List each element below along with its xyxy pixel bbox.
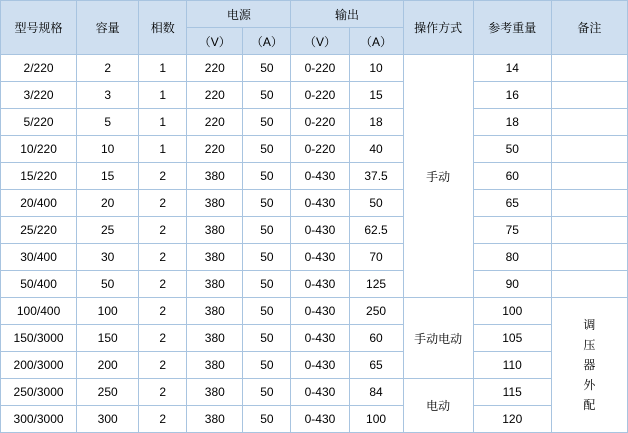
cell-power-current: 50 bbox=[243, 55, 291, 82]
cell-power-current: 50 bbox=[243, 379, 291, 406]
table-row bbox=[1, 55, 628, 82]
cell-model: 200/3000 bbox=[1, 352, 77, 379]
cell-power-voltage: 220 bbox=[187, 82, 243, 109]
cell-power-voltage: 380 bbox=[187, 271, 243, 298]
header-power-group: 电源 bbox=[187, 1, 291, 28]
cell-phases: 2 bbox=[139, 163, 187, 190]
cell-capacity: 10 bbox=[77, 136, 139, 163]
cell-model: 30/400 bbox=[1, 244, 77, 271]
cell-output-current: 50 bbox=[349, 190, 403, 217]
table-row bbox=[1, 271, 628, 298]
table-row bbox=[1, 82, 628, 109]
table-row bbox=[1, 244, 628, 271]
table-row bbox=[1, 352, 628, 379]
cell-capacity: 300 bbox=[77, 406, 139, 433]
cell-output-current: 84 bbox=[349, 379, 403, 406]
table-row bbox=[1, 298, 628, 325]
cell-power-current: 50 bbox=[243, 352, 291, 379]
cell-phases: 2 bbox=[139, 298, 187, 325]
cell-phases: 1 bbox=[139, 136, 187, 163]
cell-phases: 2 bbox=[139, 352, 187, 379]
cell-phases: 2 bbox=[139, 217, 187, 244]
cell-capacity: 2 bbox=[77, 55, 139, 82]
cell-power-voltage: 380 bbox=[187, 163, 243, 190]
cell-power-voltage: 380 bbox=[187, 190, 243, 217]
cell-model: 15/220 bbox=[1, 163, 77, 190]
cell-phases: 2 bbox=[139, 406, 187, 433]
cell-remark-empty bbox=[551, 109, 627, 136]
cell-power-voltage: 380 bbox=[187, 406, 243, 433]
cell-output-current: 65 bbox=[349, 352, 403, 379]
header-phases: 相数 bbox=[139, 1, 187, 55]
cell-weight: 50 bbox=[473, 136, 551, 163]
cell-output-current: 250 bbox=[349, 298, 403, 325]
cell-remark-empty bbox=[551, 244, 627, 271]
table-row bbox=[1, 109, 628, 136]
cell-model: 20/400 bbox=[1, 190, 77, 217]
cell-weight: 16 bbox=[473, 82, 551, 109]
header-weight: 参考重量 bbox=[473, 1, 551, 55]
cell-model: 25/220 bbox=[1, 217, 77, 244]
cell-power-current: 50 bbox=[243, 190, 291, 217]
cell-output-voltage: 0-430 bbox=[291, 379, 349, 406]
cell-phases: 2 bbox=[139, 244, 187, 271]
cell-remark-empty bbox=[551, 136, 627, 163]
cell-output-voltage: 0-220 bbox=[291, 136, 349, 163]
cell-weight: 100 bbox=[473, 298, 551, 325]
cell-weight: 75 bbox=[473, 217, 551, 244]
cell-phases: 1 bbox=[139, 109, 187, 136]
cell-output-current: 10 bbox=[349, 55, 403, 82]
header-power-voltage: （V） bbox=[187, 28, 243, 55]
cell-model: 2/220 bbox=[1, 55, 77, 82]
cell-output-voltage: 0-430 bbox=[291, 406, 349, 433]
header-power-current: （A） bbox=[243, 28, 291, 55]
cell-capacity: 250 bbox=[77, 379, 139, 406]
cell-weight: 120 bbox=[473, 406, 551, 433]
cell-power-current: 50 bbox=[243, 271, 291, 298]
cell-remark-empty bbox=[551, 271, 627, 298]
cell-weight: 65 bbox=[473, 190, 551, 217]
cell-power-current: 50 bbox=[243, 109, 291, 136]
cell-output-current: 70 bbox=[349, 244, 403, 271]
cell-output-voltage: 0-220 bbox=[291, 109, 349, 136]
cell-remark-empty bbox=[551, 217, 627, 244]
table-row bbox=[1, 136, 628, 163]
cell-power-current: 50 bbox=[243, 244, 291, 271]
cell-remark-empty bbox=[551, 55, 627, 82]
cell-remark-merged bbox=[551, 298, 627, 433]
cell-power-voltage: 380 bbox=[187, 298, 243, 325]
cell-phases: 2 bbox=[139, 271, 187, 298]
cell-output-current: 125 bbox=[349, 271, 403, 298]
cell-output-voltage: 0-220 bbox=[291, 55, 349, 82]
cell-power-current: 50 bbox=[243, 325, 291, 352]
cell-operation-mode: 手动 bbox=[403, 55, 473, 298]
cell-output-voltage: 0-430 bbox=[291, 271, 349, 298]
cell-output-current: 40 bbox=[349, 136, 403, 163]
cell-weight: 105 bbox=[473, 325, 551, 352]
cell-capacity: 15 bbox=[77, 163, 139, 190]
cell-output-current: 37.5 bbox=[349, 163, 403, 190]
table-row bbox=[1, 379, 628, 406]
cell-capacity: 150 bbox=[77, 325, 139, 352]
cell-operation-mode: 手动电动 bbox=[403, 298, 473, 379]
cell-output-current: 62.5 bbox=[349, 217, 403, 244]
cell-capacity: 200 bbox=[77, 352, 139, 379]
table-row bbox=[1, 325, 628, 352]
cell-power-current: 50 bbox=[243, 163, 291, 190]
cell-capacity: 25 bbox=[77, 217, 139, 244]
cell-capacity: 3 bbox=[77, 82, 139, 109]
cell-model: 150/3000 bbox=[1, 325, 77, 352]
cell-operation-mode: 电动 bbox=[403, 379, 473, 433]
cell-phases: 1 bbox=[139, 55, 187, 82]
cell-weight: 14 bbox=[473, 55, 551, 82]
cell-power-voltage: 220 bbox=[187, 55, 243, 82]
cell-output-current: 60 bbox=[349, 325, 403, 352]
cell-power-voltage: 380 bbox=[187, 244, 243, 271]
cell-capacity: 100 bbox=[77, 298, 139, 325]
cell-output-voltage: 0-430 bbox=[291, 298, 349, 325]
header-model: 型号规格 bbox=[1, 1, 77, 55]
cell-output-current: 15 bbox=[349, 82, 403, 109]
cell-phases: 2 bbox=[139, 379, 187, 406]
cell-model: 250/3000 bbox=[1, 379, 77, 406]
cell-output-voltage: 0-430 bbox=[291, 325, 349, 352]
cell-model: 3/220 bbox=[1, 82, 77, 109]
cell-power-voltage: 220 bbox=[187, 136, 243, 163]
table-row bbox=[1, 190, 628, 217]
cell-output-voltage: 0-430 bbox=[291, 163, 349, 190]
cell-weight: 90 bbox=[473, 271, 551, 298]
table-row bbox=[1, 406, 628, 433]
header-row-group bbox=[1, 1, 628, 28]
cell-model: 5/220 bbox=[1, 109, 77, 136]
cell-phases: 2 bbox=[139, 325, 187, 352]
table-row bbox=[1, 217, 628, 244]
cell-power-current: 50 bbox=[243, 217, 291, 244]
cell-output-voltage: 0-430 bbox=[291, 217, 349, 244]
cell-power-current: 50 bbox=[243, 136, 291, 163]
cell-model: 10/220 bbox=[1, 136, 77, 163]
cell-power-current: 50 bbox=[243, 82, 291, 109]
cell-weight: 110 bbox=[473, 352, 551, 379]
cell-power-current: 50 bbox=[243, 298, 291, 325]
cell-power-voltage: 220 bbox=[187, 109, 243, 136]
header-output-group: 输出 bbox=[291, 1, 403, 28]
table-row bbox=[1, 163, 628, 190]
cell-remark-empty bbox=[551, 82, 627, 109]
header-output-current: （A） bbox=[349, 28, 403, 55]
cell-power-voltage: 380 bbox=[187, 217, 243, 244]
cell-power-current: 50 bbox=[243, 406, 291, 433]
cell-capacity: 30 bbox=[77, 244, 139, 271]
cell-weight: 80 bbox=[473, 244, 551, 271]
cell-weight: 115 bbox=[473, 379, 551, 406]
cell-power-voltage: 380 bbox=[187, 379, 243, 406]
cell-weight: 18 bbox=[473, 109, 551, 136]
cell-remark-empty bbox=[551, 190, 627, 217]
cell-phases: 2 bbox=[139, 190, 187, 217]
cell-output-current: 100 bbox=[349, 406, 403, 433]
cell-output-voltage: 0-430 bbox=[291, 190, 349, 217]
remark-text: 调压器外配 bbox=[583, 318, 596, 412]
cell-model: 100/400 bbox=[1, 298, 77, 325]
cell-output-voltage: 0-220 bbox=[291, 82, 349, 109]
cell-output-voltage: 0-430 bbox=[291, 352, 349, 379]
cell-weight: 60 bbox=[473, 163, 551, 190]
cell-output-current: 18 bbox=[349, 109, 403, 136]
cell-model: 50/400 bbox=[1, 271, 77, 298]
cell-phases: 1 bbox=[139, 82, 187, 109]
table-body bbox=[1, 55, 628, 433]
header-capacity: 容量 bbox=[77, 1, 139, 55]
cell-model: 300/3000 bbox=[1, 406, 77, 433]
cell-capacity: 20 bbox=[77, 190, 139, 217]
cell-power-voltage: 380 bbox=[187, 352, 243, 379]
cell-output-voltage: 0-430 bbox=[291, 244, 349, 271]
header-operation: 操作方式 bbox=[403, 1, 473, 55]
cell-capacity: 5 bbox=[77, 109, 139, 136]
cell-capacity: 50 bbox=[77, 271, 139, 298]
cell-power-voltage: 380 bbox=[187, 325, 243, 352]
header-output-voltage: （V） bbox=[291, 28, 349, 55]
cell-remark-empty bbox=[551, 163, 627, 190]
table-header bbox=[1, 1, 628, 55]
header-remark: 备注 bbox=[551, 1, 627, 55]
